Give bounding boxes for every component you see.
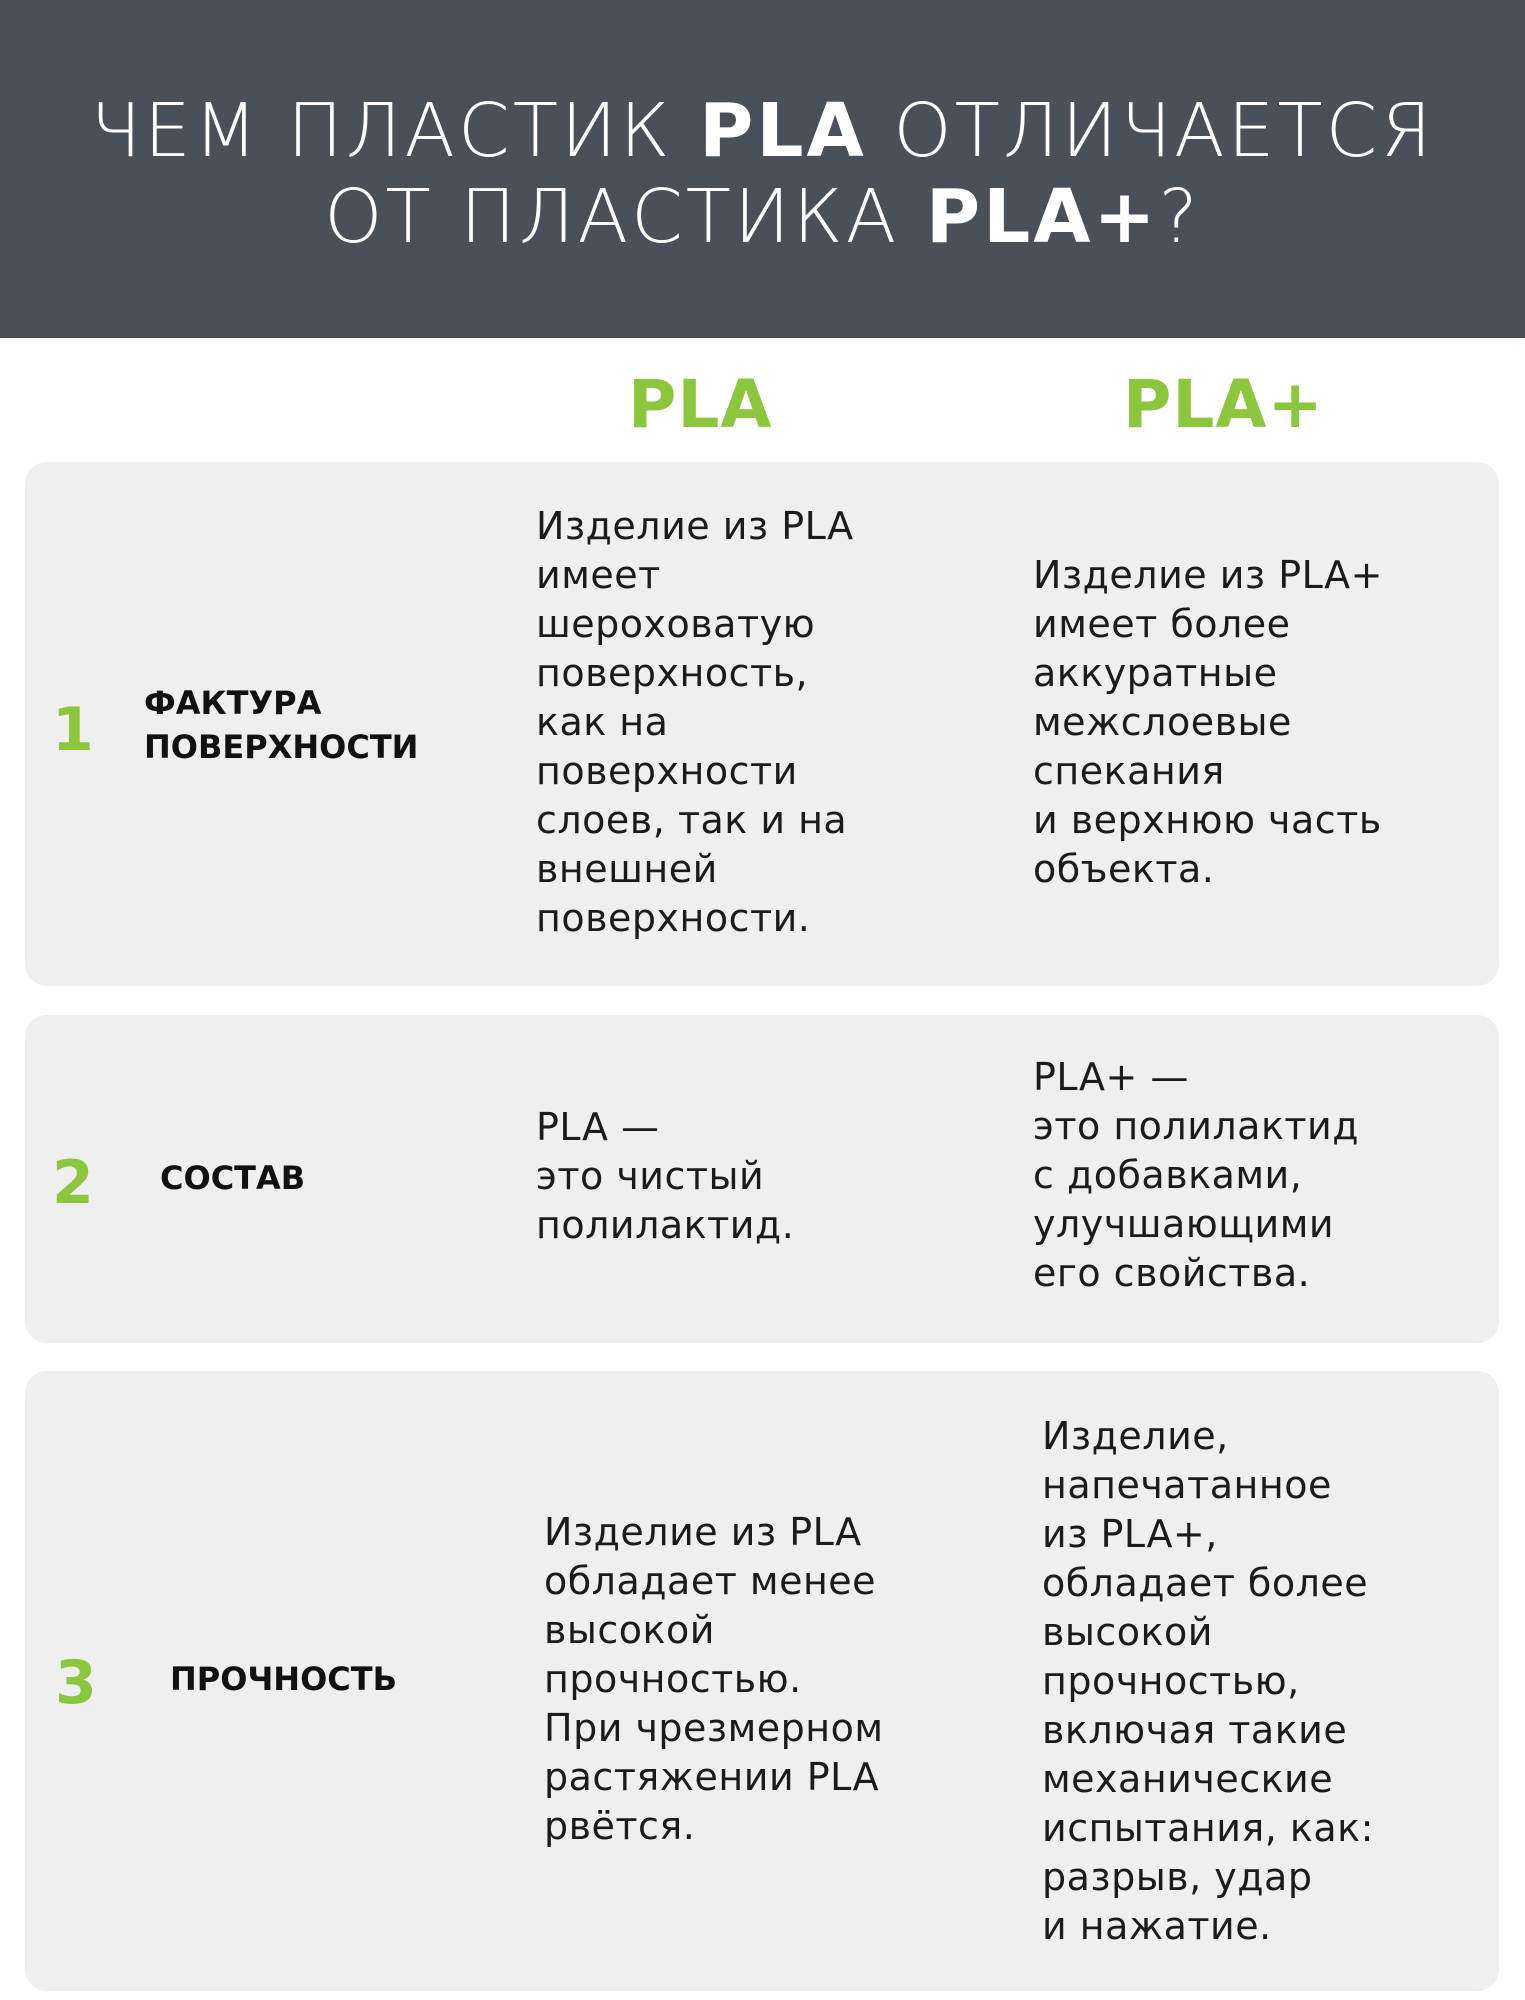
title-line-1-post: ОТЛИЧАЕТСЯ — [866, 88, 1435, 174]
pla-plus-cell: Изделие, напечатанное из PLA+, обладает более высокой прочностью, включая такие механические испытания, как: разрыв, удар и нажатие. — [1042, 1414, 1374, 1948]
column-header-pla-plus: PLA+ — [1123, 366, 1324, 443]
row-number: 3 — [55, 1648, 97, 1718]
row-number: 2 — [52, 1148, 94, 1218]
title-line-2 — [0, 174, 1525, 260]
title-line-2-bold: PLA+ — [925, 174, 1159, 260]
title-line-1-bold: PLA — [699, 88, 867, 174]
title-line-1 — [0, 88, 1525, 174]
header-banner — [0, 0, 1525, 338]
comparison-row-strength — [25, 1371, 1499, 1991]
comparison-row-surface — [25, 462, 1499, 986]
row-label: СОСТАВ — [160, 1159, 306, 1197]
pla-plus-cell: PLA+ — это полилактид с добавками, улучшающими его свойства. — [1033, 1055, 1360, 1295]
pla-cell: Изделие из PLA обладает менее высокой прочностью. При чрезмерном растяжении PLA рвётся. — [544, 1510, 884, 1848]
row-label: ПРОЧНОСТЬ — [170, 1660, 397, 1698]
row-label: ФАКТУРА ПОВЕРХНОСТИ — [144, 684, 419, 766]
comparison-row-composition — [25, 1015, 1499, 1343]
title-line-1-pre: ЧЕМ ПЛАСТИК — [90, 88, 700, 174]
pla-cell: Изделие из PLA имеет шероховатую поверхность, как на поверхности слоев, так и на внешней поверхности. — [536, 504, 854, 940]
pla-plus-cell: Изделие из PLA+ имеет более аккуратные межслоевые спекания и верхнюю часть объекта. — [1033, 553, 1384, 891]
pla-cell: PLA — это чистый полилактид. — [536, 1105, 795, 1247]
title-line-2-pre: ОТ ПЛАСТИКА — [324, 174, 926, 260]
row-number: 1 — [52, 695, 94, 765]
column-header-pla: PLA — [628, 366, 773, 443]
title-line-2-post: ? — [1158, 174, 1201, 260]
